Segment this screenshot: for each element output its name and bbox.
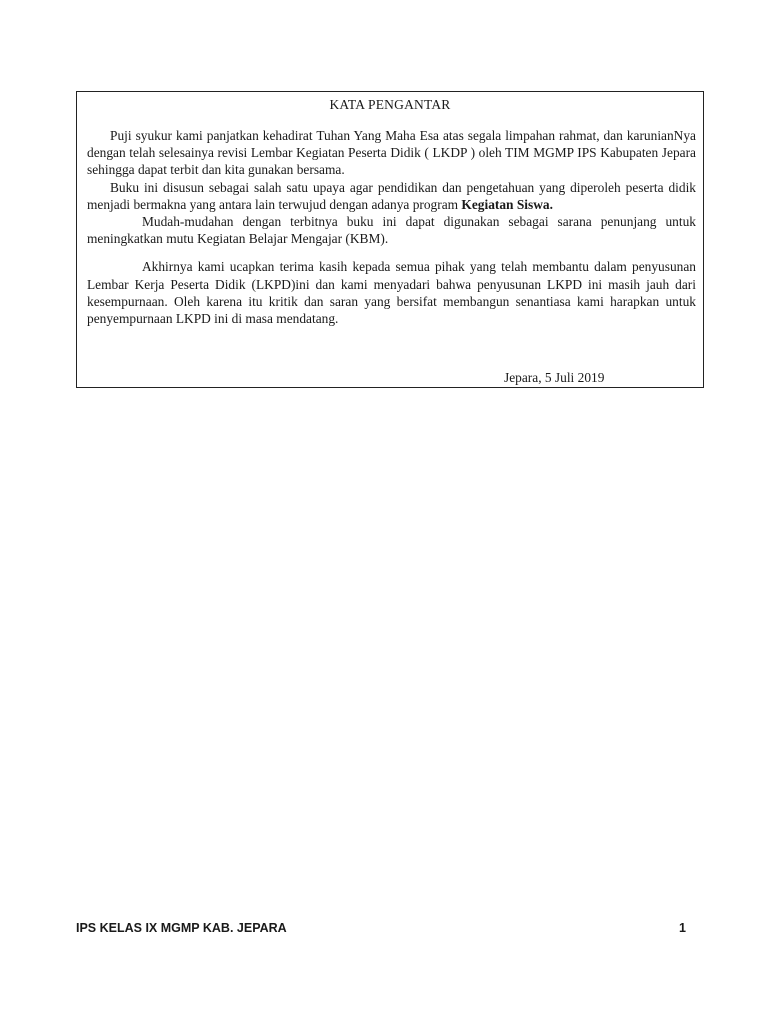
preface-box <box>76 91 704 388</box>
footer-label: IPS KELAS IX MGMP KAB. JEPARA <box>76 921 287 935</box>
paragraph-2-text: Buku ini disusun sebagai salah satu upaya agar pendidikan dan pengetahuan yang diperoleh peserta didik menjadi bermakna yang antara lain terwujud dengan adanya program <box>87 179 696 212</box>
paragraph-4: Akhirnya kami ucapkan terima kasih kepada semua pihak yang telah membantu dalam penyusunan Lembar Kerja Peserta Didik (LKPD)ini dan kami menyadari bahwa penyusunan LKPD ini masih jauh dari kesempurnaan. Oleh karena itu kritik dan saran yang bersifat membangun senantiasa kami harapkan untuk penyempurnaan LKPD ini di masa mendatang. <box>87 259 696 327</box>
paragraph-1: Puji syukur kami panjatkan kehadirat Tuhan Yang Maha Esa atas segala limpahan rahmat, dan karunianNya dengan telah selesainya revisi Lembar Kegiatan Peserta Didik ( LKDP ) oleh TIM MGMP IPS Kabupaten Jepara sehingga dapat terbit dan kita gunakan bersama. <box>87 128 696 178</box>
page-number: 1 <box>679 921 686 935</box>
paragraph-2-bold: Kegiatan Siswa. <box>461 196 553 212</box>
signature-date: Jepara, 5 Juli 2019 <box>504 370 605 385</box>
paragraph-2 <box>87 179 696 213</box>
preface-body <box>87 127 696 327</box>
preface-title: KATA PENGANTAR <box>329 97 451 112</box>
paragraph-3: Mudah-mudahan dengan terbitnya buku ini dapat digunakan sebagai sarana penunjang untuk meningkatkan mutu Kegiatan Belajar Mengajar (KBM). <box>87 214 696 247</box>
